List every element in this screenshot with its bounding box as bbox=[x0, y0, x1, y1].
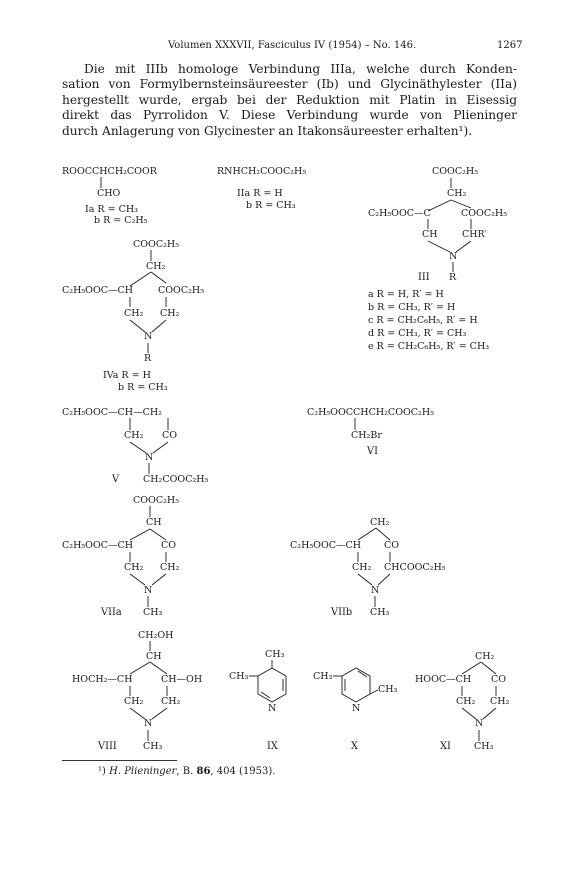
structure-VIIb-chcoo: CHCOOC₂H₅ bbox=[384, 562, 446, 573]
structure-X-ch3-right: CH₃ bbox=[378, 684, 398, 695]
structure-IX-label: IX bbox=[267, 741, 278, 752]
structure-XI-ch2-right: CH₂ bbox=[490, 696, 510, 707]
paragraph-line: sation von Formylbernsteinsäureester (Ib) und Glycinäthylester (IIa) bbox=[62, 77, 517, 92]
structure-IIIa: a R = H, R′ = H bbox=[368, 289, 444, 300]
structure-IVb-label: b R = CH₃ bbox=[118, 382, 168, 393]
structure-IIIb: b R = CH₃, R′ = H bbox=[368, 302, 456, 313]
footnote-rest: , 404 (1953). bbox=[210, 766, 276, 777]
structure-I-cho: CHO bbox=[97, 188, 121, 199]
structure-VIII-ch2oh: CH₂OH bbox=[138, 630, 174, 641]
footnote-volume: 86 bbox=[196, 766, 211, 777]
paragraph-line: hergestellt wurde, ergab bei der Reduktion mit Platin in Eisessig bbox=[62, 92, 517, 107]
structure-Ia-label: Ia R = CH₃ bbox=[85, 204, 138, 215]
structure-II-formula: RNHCH₂COOC₂H₅ bbox=[217, 166, 307, 177]
structure-VIIa-ch2-right: CH₂ bbox=[160, 562, 180, 573]
structure-X-label: X bbox=[351, 741, 358, 752]
footnote-journal: , B. bbox=[176, 766, 197, 777]
structure-IIIc: c R = CH₂C₆H₅, R′ = H bbox=[368, 315, 478, 326]
structure-VIIb-n: N bbox=[371, 585, 380, 596]
structure-VIII-ch2-right: CH₂ bbox=[161, 696, 181, 707]
structure-VIIa-coo: COOC₂H₅ bbox=[133, 495, 180, 506]
structure-VIIb-ch3: CH₃ bbox=[370, 607, 390, 618]
structure-IIb-label: b R = CH₃ bbox=[246, 200, 296, 211]
structure-VIIb-co: CO bbox=[384, 540, 400, 551]
structure-III-right: COOC₂H₅ bbox=[461, 208, 508, 219]
structure-IV-left: C₂H₅OOC—CH bbox=[62, 285, 134, 296]
structure-III-left: C₂H₅OOC—C bbox=[368, 208, 431, 219]
structure-III-r: R bbox=[449, 272, 457, 283]
structure-IIa-label: IIa R = H bbox=[237, 188, 283, 199]
structure-IIIe: e R = CH₂C₆H₅, R′ = CH₃ bbox=[368, 341, 490, 352]
structure-IV-ch2: CH₂ bbox=[146, 261, 166, 272]
structure-VIIa-ch: CH bbox=[146, 517, 162, 528]
paragraph-line: direkt das Pyrrolidon V. Diese Verbindung wurde von Plieninger bbox=[62, 108, 517, 123]
structure-VI-label: VI bbox=[367, 446, 378, 457]
structure-XI-n: N bbox=[475, 718, 484, 729]
structure-III-coo: COOC₂H₅ bbox=[432, 166, 479, 177]
paragraph-line: Die mit IIIb homologe Verbindung IIIa, welche durch Konden- bbox=[84, 62, 517, 76]
structure-VI-top: C₂H₅OOCCHCH₂COOC₂H₅ bbox=[307, 407, 434, 418]
structure-III-ch2: CH₂ bbox=[447, 188, 467, 199]
structure-XI-label: XI bbox=[440, 741, 451, 752]
structure-VI-sub: CH₂Br bbox=[351, 430, 382, 441]
structure-VIIa-co: CO bbox=[161, 540, 177, 551]
structure-IX-ch3-left: CH₃ bbox=[229, 671, 249, 682]
structure-VIIa-ch3: CH₃ bbox=[143, 607, 163, 618]
structure-IV-ch2-right: CH₂ bbox=[160, 308, 180, 319]
structure-I-top: ROOCCHCH₂COOR bbox=[62, 166, 157, 177]
structure-VIII-left: HOCH₂—CH bbox=[72, 674, 133, 685]
footnote-rule bbox=[62, 760, 177, 761]
structure-IVa-label: IVa R = H bbox=[103, 370, 151, 381]
structure-V-co: CO bbox=[162, 430, 178, 441]
structure-VIIb-ch2-left: CH₂ bbox=[352, 562, 372, 573]
structure-VIIb-ch2: CH₂ bbox=[370, 517, 390, 528]
structure-VIII-ch3: CH₃ bbox=[143, 741, 163, 752]
structure-IX-ch3-top: CH₃ bbox=[265, 649, 285, 660]
structure-III-ch: CH bbox=[422, 229, 438, 240]
structure-X-ch3-left: CH₃ bbox=[313, 671, 333, 682]
structure-V-ch2: CH₂ bbox=[124, 430, 144, 441]
structure-VIII-right: CH—OH bbox=[161, 674, 203, 685]
structure-XI-ch2-left: CH₂ bbox=[456, 696, 476, 707]
structure-VIIa-label: VIIa bbox=[101, 607, 122, 618]
running-head: Volumen XXXVII, Fasciculus IV (1954) – No. 146. bbox=[168, 40, 417, 51]
structure-III-n: N bbox=[449, 251, 458, 262]
footnote-marker: ¹) bbox=[98, 766, 106, 777]
structure-V-sub: CH₂COOC₂H₅ bbox=[143, 474, 209, 485]
structure-IV-n: N bbox=[144, 331, 153, 342]
structure-IX-n: N bbox=[268, 703, 277, 714]
structure-VIII-ch: CH bbox=[146, 651, 162, 662]
structure-III-chr: CHR′ bbox=[462, 229, 487, 240]
structure-VIII-n: N bbox=[144, 718, 153, 729]
structure-V-n: N bbox=[145, 452, 154, 463]
footnote-author: H. Plieninger bbox=[109, 766, 177, 777]
structure-VIIb-left: C₂H₅OOC—CH bbox=[290, 540, 362, 551]
structure-IV-coo: COOC₂H₅ bbox=[133, 239, 180, 250]
structure-XI-ch3: CH₃ bbox=[474, 741, 494, 752]
structure-X-n: N bbox=[352, 703, 361, 714]
structure-III-label: III bbox=[418, 272, 430, 283]
paragraph-line: durch Anlagerung von Glycinester an Itakonsäureester erhalten¹). bbox=[62, 123, 473, 138]
structure-IV-r: R bbox=[144, 353, 152, 364]
structure-Ib-label: b R = C₂H₅ bbox=[94, 215, 148, 226]
structure-IIId: d R = CH₃, R′ = CH₃ bbox=[368, 328, 467, 339]
structure-VIIb-label: VIIb bbox=[331, 607, 353, 618]
structure-XI-left: HOOC—CH bbox=[415, 674, 472, 685]
structure-V-label: V bbox=[112, 474, 120, 485]
structure-IV-ch2-left: CH₂ bbox=[124, 308, 144, 319]
structure-IV-right: COOC₂H₅ bbox=[158, 285, 205, 296]
body-paragraph bbox=[62, 62, 517, 139]
structure-XI-ch2: CH₂ bbox=[475, 651, 495, 662]
structure-XI-co: CO bbox=[491, 674, 507, 685]
structure-VIIa-n: N bbox=[144, 585, 153, 596]
structure-VIIa-left: C₂H₅OOC—CH bbox=[62, 540, 134, 551]
structure-V-top: C₂H₅OOC—CH—CH₂ bbox=[62, 407, 162, 418]
structure-VIII-ch2-left: CH₂ bbox=[124, 696, 144, 707]
footnote bbox=[98, 766, 275, 777]
structure-VIII-label: VIII bbox=[98, 741, 117, 752]
structure-VIIa-ch2-left: CH₂ bbox=[124, 562, 144, 573]
page-number: 1267 bbox=[497, 40, 523, 51]
